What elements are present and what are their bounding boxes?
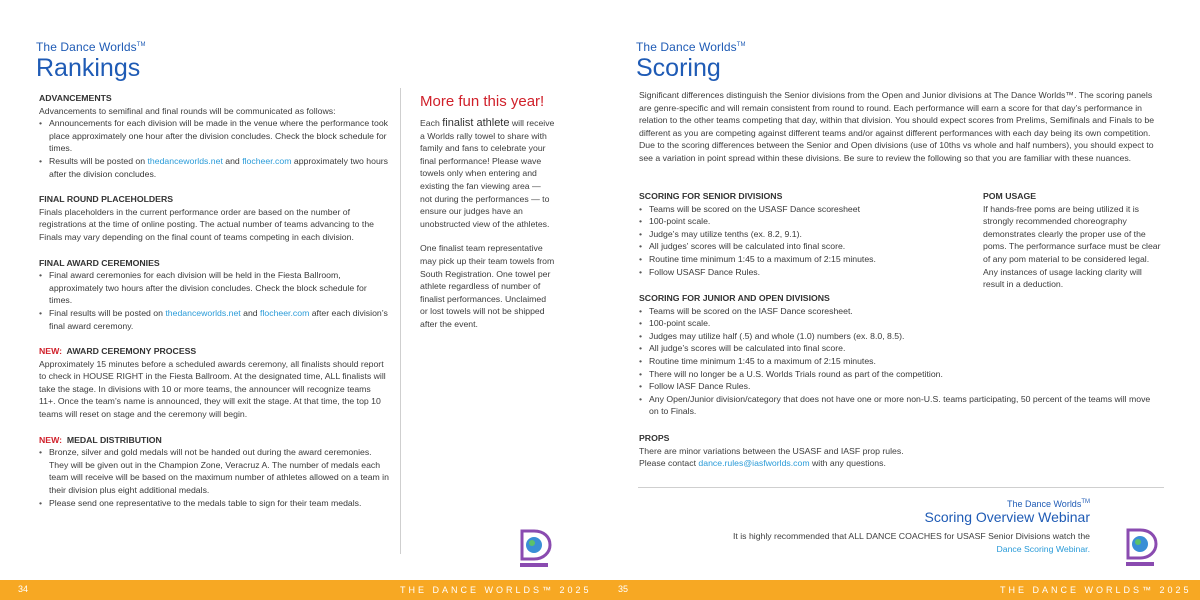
rankings-column — [39, 92, 389, 509]
list-item: • Final results will be posted on thedanceworlds.net and flocheer.com after each division’s final award ceremony. — [39, 307, 389, 332]
list-item: • Follow USASF Dance Rules. — [639, 266, 969, 279]
right-page — [600, 0, 1200, 595]
advancements-list — [39, 117, 389, 180]
column-divider — [400, 88, 401, 554]
sidebar-paragraph-2: One finalist team representative may pick up their team towels from South Registration. One towel per athlete regardless of number of finalist performances. Unclaimed or lost towels will not be shipped after the event. — [420, 243, 555, 329]
process-heading: NEW: AWARD CEREMONY PROCESS — [39, 346, 197, 357]
footer-title: THE DANCE WORLDS™ 2025 — [400, 585, 592, 595]
sidebar-title: More fun this year! — [420, 93, 545, 110]
page-title: Rankings — [36, 54, 141, 82]
list-item: • All judges’ scores will be calculated into final score. — [639, 240, 969, 253]
list-item: • There will no longer be a U.S. Worlds Trials round as part of the competition. — [639, 368, 1154, 381]
medal-list — [39, 446, 389, 509]
page-number: 35 — [618, 584, 629, 594]
list-item: • Please send one representative to the medals table to sign for their team medals. — [39, 497, 389, 510]
left-footer — [0, 580, 600, 600]
medal-heading: NEW: MEDAL DISTRIBUTION — [39, 434, 162, 445]
senior-section — [639, 190, 969, 278]
dance-worlds-logo — [1118, 526, 1162, 570]
webinar-block — [690, 499, 1090, 555]
props-heading: PROPS — [639, 433, 670, 443]
dance-worlds-logo — [512, 527, 556, 571]
link-thedanceworlds[interactable]: thedanceworlds.net — [165, 307, 241, 318]
list-item: • Final award ceremonies for each division will be held in the Fiesta Ballroom, approximately two hours after the division concludes. Check the block schedule for times. — [39, 269, 389, 307]
left-header — [36, 40, 146, 82]
list-item: • Bronze, silver and gold medals will not be handed out during the award ceremonies. They will be given out in the Champion Zone, Veracruz A. The number of medals each team will receive will be based on the maximum number of athletes allowed on a team in their division plus eight additional medals. — [39, 446, 389, 496]
link-flocheer[interactable]: flocheer.com — [242, 155, 292, 166]
placeholders-text: Finals placeholders in the current performance order are based on the number of registrations at the time of online posting. The actual number of teams advancing to the Finals may vary depending on the final count of teams competing in each division. — [39, 206, 374, 242]
sidebar-paragraph-1: Each finalist athlete will receive a Worlds rally towel to share with family and fans to celebrate your final performance! Please wave towels only when entering and existing the fan viewing area — not during the performances — to ensure our judges have an unobstructed view of the athletes. — [420, 117, 555, 229]
email-link[interactable]: dance.rules@iasfworlds.com — [698, 458, 810, 469]
pom-heading: POM USAGE — [983, 191, 1037, 201]
section-divider — [638, 487, 1164, 488]
list-item: • Teams will be scored on the USASF Dance scoresheet — [639, 203, 969, 216]
award-heading: FINAL AWARD CEREMONIES — [39, 257, 160, 268]
junior-heading: SCORING FOR JUNIOR AND OPEN DIVISIONS — [639, 293, 830, 303]
webinar-text: It is highly recommended that ALL DANCE COACHES for USASF Senior Divisions watch the — [733, 531, 1090, 541]
senior-list — [639, 203, 969, 279]
pom-text: If hands-free poms are being utilized it is strongly recommended choreography demonstrates clearly the proper use of the poms. The performance surface must be clear of any pom material to be considered legal. Any instances of usage lacking clarity will result in a deduction. — [983, 203, 1161, 290]
senior-heading: SCORING FOR SENIOR DIVISIONS — [639, 191, 783, 201]
list-item: • Any Open/Junior division/category that does not have one or more non-U.S. teams participating, 50 percent of the teams will move on to Finals. — [639, 393, 1154, 418]
footer-title: THE DANCE WORLDS™ 2025 — [1000, 585, 1192, 595]
webinar-brand: The Dance Worlds™ — [1006, 499, 1090, 509]
sidebar-more-fun — [420, 93, 555, 331]
right-footer — [600, 580, 1200, 600]
pom-section — [983, 190, 1163, 291]
link-thedanceworlds[interactable]: thedanceworlds.net — [147, 155, 223, 166]
webinar-title: Scoring Overview Webinar — [924, 509, 1090, 525]
advancements-heading: ADVANCEMENTS — [39, 93, 112, 103]
props-line-1: There are minor variations between the USASF and IASF prop rules. — [639, 445, 904, 456]
list-item: • Judge’s may utilize tenths (ex. 8.2, 9.1). — [639, 228, 969, 241]
process-text: Approximately 15 minutes before a scheduled awards ceremony, all finalists should report to check in HOUSE RIGHT in the Fiesta Ballroom. At the designated time, ALL finalists will take the stage. In divisions with 10 or more teams, the announcer will recognize teams 11+. Once the team’s name is announced, they will exit the stage. At that time, the top 10 teams will reset on stage and the ceremony will begin. — [39, 358, 386, 420]
list-item: • Judges may utilize half (.5) and whole (1.0) numbers (ex. 8.0, 8.5). — [639, 330, 1154, 343]
junior-section — [639, 292, 1154, 418]
list-item: • Teams will be scored on the IASF Dance scoresheet. — [639, 305, 1154, 318]
list-item: • Routine time minimum 1:45 to a maximum of 2:15 minutes. — [639, 355, 1154, 368]
right-header — [636, 40, 746, 82]
brand-name: The Dance Worlds™ — [636, 40, 746, 54]
list-item: • Results will be posted on thedanceworlds.net and flocheer.com approximately two hours after the division concludes. — [39, 155, 389, 180]
props-line-2: Please contact dance.rules@iasfworlds.com with any questions. — [639, 458, 886, 469]
props-section — [639, 432, 1159, 470]
list-item: • All judge’s scores will be calculated into final score. — [639, 342, 1154, 355]
list-item: • 100-point scale. — [639, 317, 1154, 330]
list-item: • 100-point scale. — [639, 215, 969, 228]
list-item: • Follow IASF Dance Rules. — [639, 380, 1154, 393]
link-flocheer[interactable]: flocheer.com — [260, 307, 310, 318]
webinar-link[interactable]: Dance Scoring Webinar. — [996, 543, 1090, 554]
brand-name: The Dance Worlds™ — [36, 40, 146, 54]
advancements-intro: Advancements to semifinal and final rounds will be communicated as follows: — [39, 105, 336, 116]
left-page — [0, 0, 600, 595]
list-item: • Routine time minimum 1:45 to a maximum of 2:15 minutes. — [639, 253, 969, 266]
page-title: Scoring — [636, 54, 721, 82]
list-item: • Announcements for each division will be made in the venue where the performance took place approximately one hour after the division concludes. Check the block schedule for times. — [39, 117, 389, 155]
junior-list — [639, 305, 1154, 418]
scoring-intro: Significant differences distinguish the Senior divisions from the Open and Junior divisions at The Dance Worlds™. The scoring panels are genre-specific and will remain consistent from round to round. Each performance will earn a score for that day’s performance in relation to the other teams competing that day, within that division. You should expect scores from Prelims, Semifinals and Finals to be different as you are competing against different teams and/or against different performances with each day being its own competition. Due to the scoring differences between the Senior and Open divisions (use of 10ths vs whole and half numbers), you should expect to see a variation in point spread within these divisions. Be sure to review the following so that you are familiar with these nuances. — [639, 90, 1155, 163]
placeholders-heading: FINAL ROUND PLACEHOLDERS — [39, 194, 174, 205]
award-list — [39, 269, 389, 332]
page-number: 34 — [18, 584, 29, 594]
